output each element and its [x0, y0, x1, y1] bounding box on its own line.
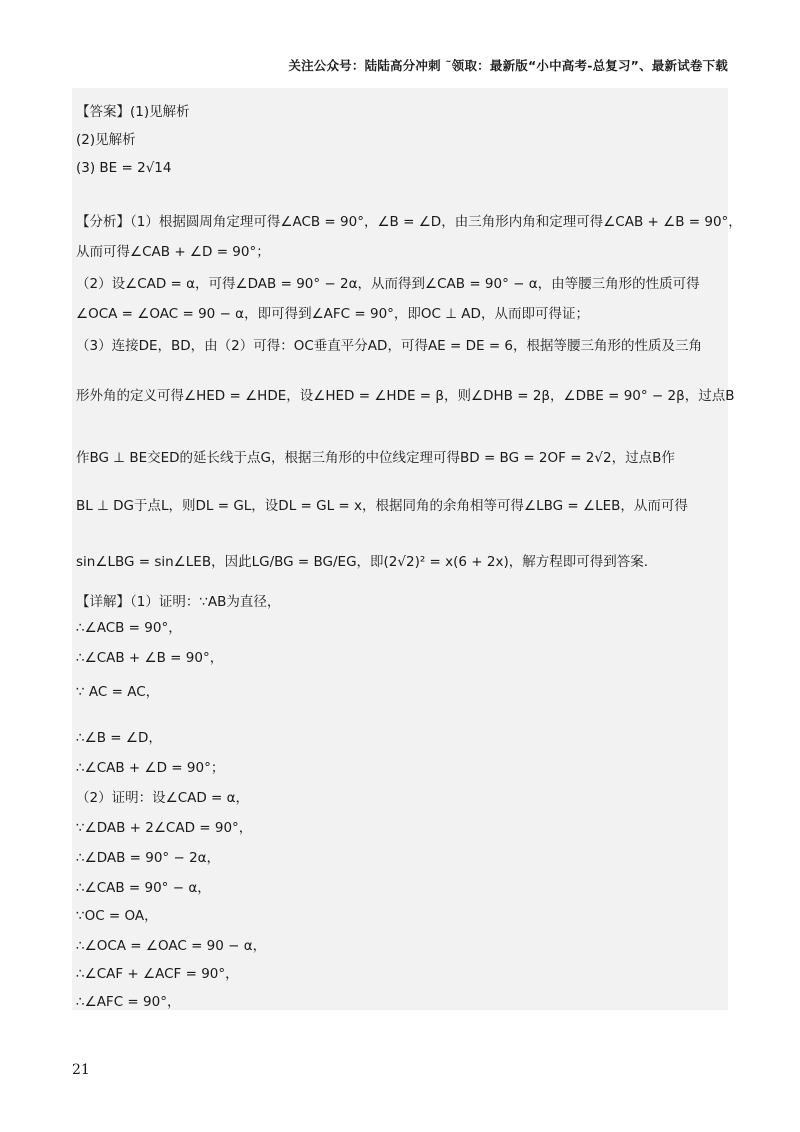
page-number: 21 [72, 1062, 90, 1078]
detail-line-13: ∴∠CAF + ∠ACF = 90°， [76, 966, 239, 982]
analysis-line-4: ∠OCA = ∠OAC = 90 − α，即可得到∠AFC = 90°，即OC ⊥ AD，从而即可得证； [76, 306, 589, 322]
detail-line-4: ∵ AC = AC， [76, 684, 160, 700]
analysis-line-7: 作BG ⊥ BE交ED的延长线于点G，根据三角形的中位线定理可得BD = BG = 2OF = 2√2，过点B作 [76, 450, 675, 466]
detail-line-3: ∴∠CAB + ∠B = 90°， [76, 650, 224, 666]
analysis-line-5: （3）连接DE，BD，由（2）可得：OC垂直平分AD，可得AE = DE = 6，根据等腰三角形的性质及三角 [76, 338, 703, 354]
analysis-line-2: 从而可得∠CAB + ∠D = 90°； [76, 244, 270, 260]
detail-line-2: ∴∠ACB = 90°， [76, 620, 182, 636]
answer-line-1: 【答案】(1)见解析 [76, 104, 190, 120]
detail-line-12: ∴∠OCA = ∠OAC = 90 − α， [76, 938, 267, 954]
answer-line-2: (2)见解析 [76, 132, 136, 148]
detail-line-6: ∴∠CAB + ∠D = 90°； [76, 760, 225, 776]
detail-line-14: ∴∠AFC = 90°， [76, 994, 181, 1010]
analysis-line-1: 【分析】（1）根据圆周角定理可得∠ACB = 90°，∠B = ∠D，由三角形内角和定理可得∠CAB + ∠B = 90°， [76, 214, 742, 230]
detail-line-11: ∵OC = OA， [76, 908, 158, 924]
analysis-line-8: BL ⊥ DG于点L，则DL = GL，设DL = GL = x，根据同角的余角相等可得∠LBG = ∠LEB，从而可得 [76, 498, 688, 514]
answer-line-3: (3) BE = 2√14 [76, 160, 172, 176]
detail-line-5: ∴∠B = ∠D， [76, 730, 162, 746]
detail-line-10: ∴∠CAB = 90° − α， [76, 880, 211, 896]
page-header: 关注公众号：陆陆高分冲刺 ˜领取：最新版“小中高考-总复习”、最新试卷下载 [288, 58, 728, 73]
analysis-line-6: 形外角的定义可得∠HED = ∠HDE，设∠HED = ∠HDE = β，则∠DHB = 2β，∠DBE = 90° − 2β，过点B [76, 388, 735, 404]
detail-line-7: （2）证明：设∠CAD = α， [76, 790, 250, 806]
detail-line-9: ∴∠DAB = 90° − 2α， [76, 850, 221, 866]
analysis-line-3: （2）设∠CAD = α，可得∠DAB = 90° − 2α，从而得到∠CAB = 90° − α，由等腰三角形的性质可得 [76, 276, 700, 292]
detail-line-8: ∵∠DAB + 2∠CAD = 90°， [76, 820, 253, 836]
detail-line-1: 【详解】（1）证明：∵AB为直径， [76, 594, 281, 610]
analysis-line-9: sin∠LBG = sin∠LEB，因此LG/BG = BG/EG，即(2√2)² = x(6 + 2x)，解方程即可得到答案. [76, 554, 649, 570]
